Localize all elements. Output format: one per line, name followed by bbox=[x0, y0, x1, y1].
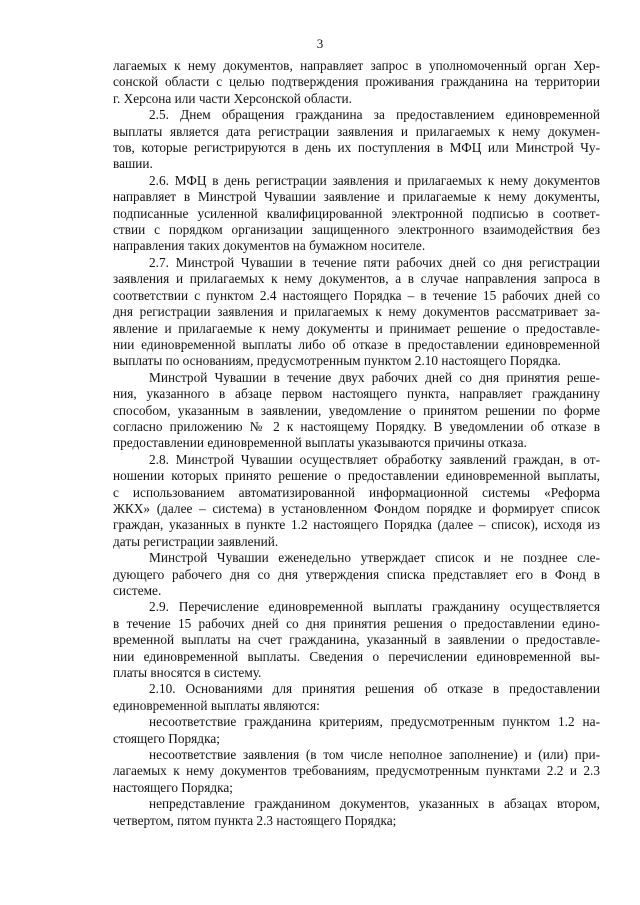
paragraph bbox=[113, 107, 600, 173]
text-line: соответствии с пунктом 2.4 настоящего Порядка – в течение 15 рабочих дней со bbox=[113, 287, 600, 303]
text-line: нии единовременной выплаты. Сведения о перечислении единовременной вы- bbox=[113, 648, 600, 664]
text-line: заявления и прилагаемых к нему документов, а в случае направления запроса в bbox=[113, 271, 600, 287]
text-line: 2.6. МФЦ в день регистрации заявления и прилагаемых к нему документов bbox=[149, 172, 600, 188]
text-line: выплаты является дата регистрации заявления и прилагаемых к нему докумен- bbox=[113, 123, 600, 139]
text-line: единовременной выплаты являются: bbox=[113, 697, 320, 713]
text-line: г. Херсона или части Херсонской области. bbox=[113, 90, 352, 106]
text-line: дующего рабочего дня со дня утверждения списка представляет его в Фонд в bbox=[113, 566, 600, 582]
text-line: платы вносятся в систему. bbox=[113, 665, 262, 681]
text-line: с использованием автоматизированной информационной системы «Реформа bbox=[113, 484, 600, 500]
text-line: стоящего Порядка; bbox=[113, 730, 220, 746]
paragraph bbox=[113, 173, 600, 255]
text-line: вашии. bbox=[113, 156, 153, 172]
text-line: непредставление гражданином документов, указанных в абзацах втором, bbox=[149, 796, 600, 812]
text-line: предоставлении единовременной выплаты указываются причины отказа. bbox=[113, 435, 527, 451]
paragraph bbox=[113, 370, 600, 452]
text-line: четвертом, пятом пункта 2.3 настоящего Порядка; bbox=[113, 812, 397, 828]
text-line: временной выплаты на счет гражданина, указанный в заявлении о предоставле- bbox=[113, 632, 600, 648]
paragraph bbox=[113, 599, 600, 681]
text-line: Минстрой Чувашии в течение двух рабочих дней со дня принятия реше- bbox=[149, 369, 600, 385]
page-number: 3 bbox=[316, 36, 324, 51]
paragraph bbox=[113, 550, 600, 599]
text-line: Минстрой Чувашии еженедельно утверждает список и не позднее сле- bbox=[149, 550, 600, 566]
text-line: подписанные усиленной квалифицированной электронной подписью в соответ- bbox=[113, 205, 600, 221]
text-line: согласно приложению № 2 к настоящему Порядку. В уведомлении об отказе в bbox=[113, 418, 600, 434]
text-line: выплаты по основаниям, предусмотренным пунктом 2.10 настоящего Порядка. bbox=[113, 353, 561, 369]
text-line: 2.5. Днем обращения гражданина за предоставлением единовременной bbox=[149, 107, 600, 123]
text-line: в течение 15 рабочих дней со дня принятия решения о предоставлении едино- bbox=[113, 615, 600, 631]
paragraph bbox=[113, 58, 600, 107]
paragraph bbox=[113, 681, 600, 714]
text-line: настоящего Порядка; bbox=[113, 779, 233, 795]
text-line: ношении которых принято решение о предоставлении единовременной выплаты, bbox=[113, 468, 600, 484]
text-line: 2.8. Минстрой Чувашии осуществляет обработку заявлений граждан, в от- bbox=[149, 451, 600, 467]
document-body bbox=[113, 58, 600, 829]
text-line: направления таких документов на бумажном носителе. bbox=[113, 238, 426, 254]
text-line: нии единовременной выплаты либо об отказе в предоставлении единовременной bbox=[113, 336, 600, 352]
paragraph bbox=[113, 452, 600, 550]
text-line: лагаемых к нему документов, направляет запрос в уполномоченный орган Хер- bbox=[113, 58, 600, 73]
paragraph bbox=[113, 796, 600, 829]
paragraph bbox=[113, 714, 600, 747]
text-line: 2.10. Основаниями для принятия решения об отказе в предоставлении bbox=[149, 681, 600, 697]
text-line: ствии с порядком организации защищенного электронного взаимодействия без bbox=[113, 222, 600, 238]
text-line: явление и прилагаемые к нему документы и принимает решение о предоставле- bbox=[113, 320, 600, 336]
text-line: тов, которые регистрируются в день их поступления в МФЦ или Минстрой Чу- bbox=[113, 140, 600, 156]
text-line: 2.7. Минстрой Чувашии в течение пяти рабочих дней со дня регистрации bbox=[149, 254, 600, 270]
paragraph bbox=[113, 747, 600, 796]
text-line: системе. bbox=[113, 583, 162, 598]
text-line: лагаемых к нему документов требованиям, предусмотренным пунктами 2.2 и 2.3 bbox=[113, 763, 600, 779]
text-line: способом, указанным в заявлении, уведомление о принятом решении по форме bbox=[113, 402, 600, 418]
text-line: граждан, указанных в пункте 1.2 настоящего Порядка (далее – список), исходя из bbox=[113, 517, 600, 533]
text-line: даты регистрации заявлений. bbox=[113, 533, 279, 549]
text-line: несоответствие заявления (в том числе неполное заполнение) и (или) при- bbox=[149, 747, 600, 763]
paragraph bbox=[113, 255, 600, 370]
text-line: сонской области с целью подтверждения проживания гражданина на территории bbox=[113, 74, 600, 90]
text-line: ЖКХ» (далее – система) в установленном Фондом порядке и формирует список bbox=[113, 500, 600, 516]
text-line: направляет в Минстрой Чувашии заявление и прилагаемые к нему документы, bbox=[113, 189, 600, 205]
text-line: ния, указанного в абзаце первом настоящего пункта, направляет гражданину bbox=[113, 386, 600, 402]
text-line: 2.9. Перечисление единовременной выплаты гражданину осуществляется bbox=[149, 599, 600, 615]
text-line: несоответствие гражданина критериям, предусмотренным пунктом 1.2 на- bbox=[149, 714, 600, 730]
text-line: дня регистрации заявления и прилагаемых к нему документов рассматривает за- bbox=[113, 304, 600, 320]
